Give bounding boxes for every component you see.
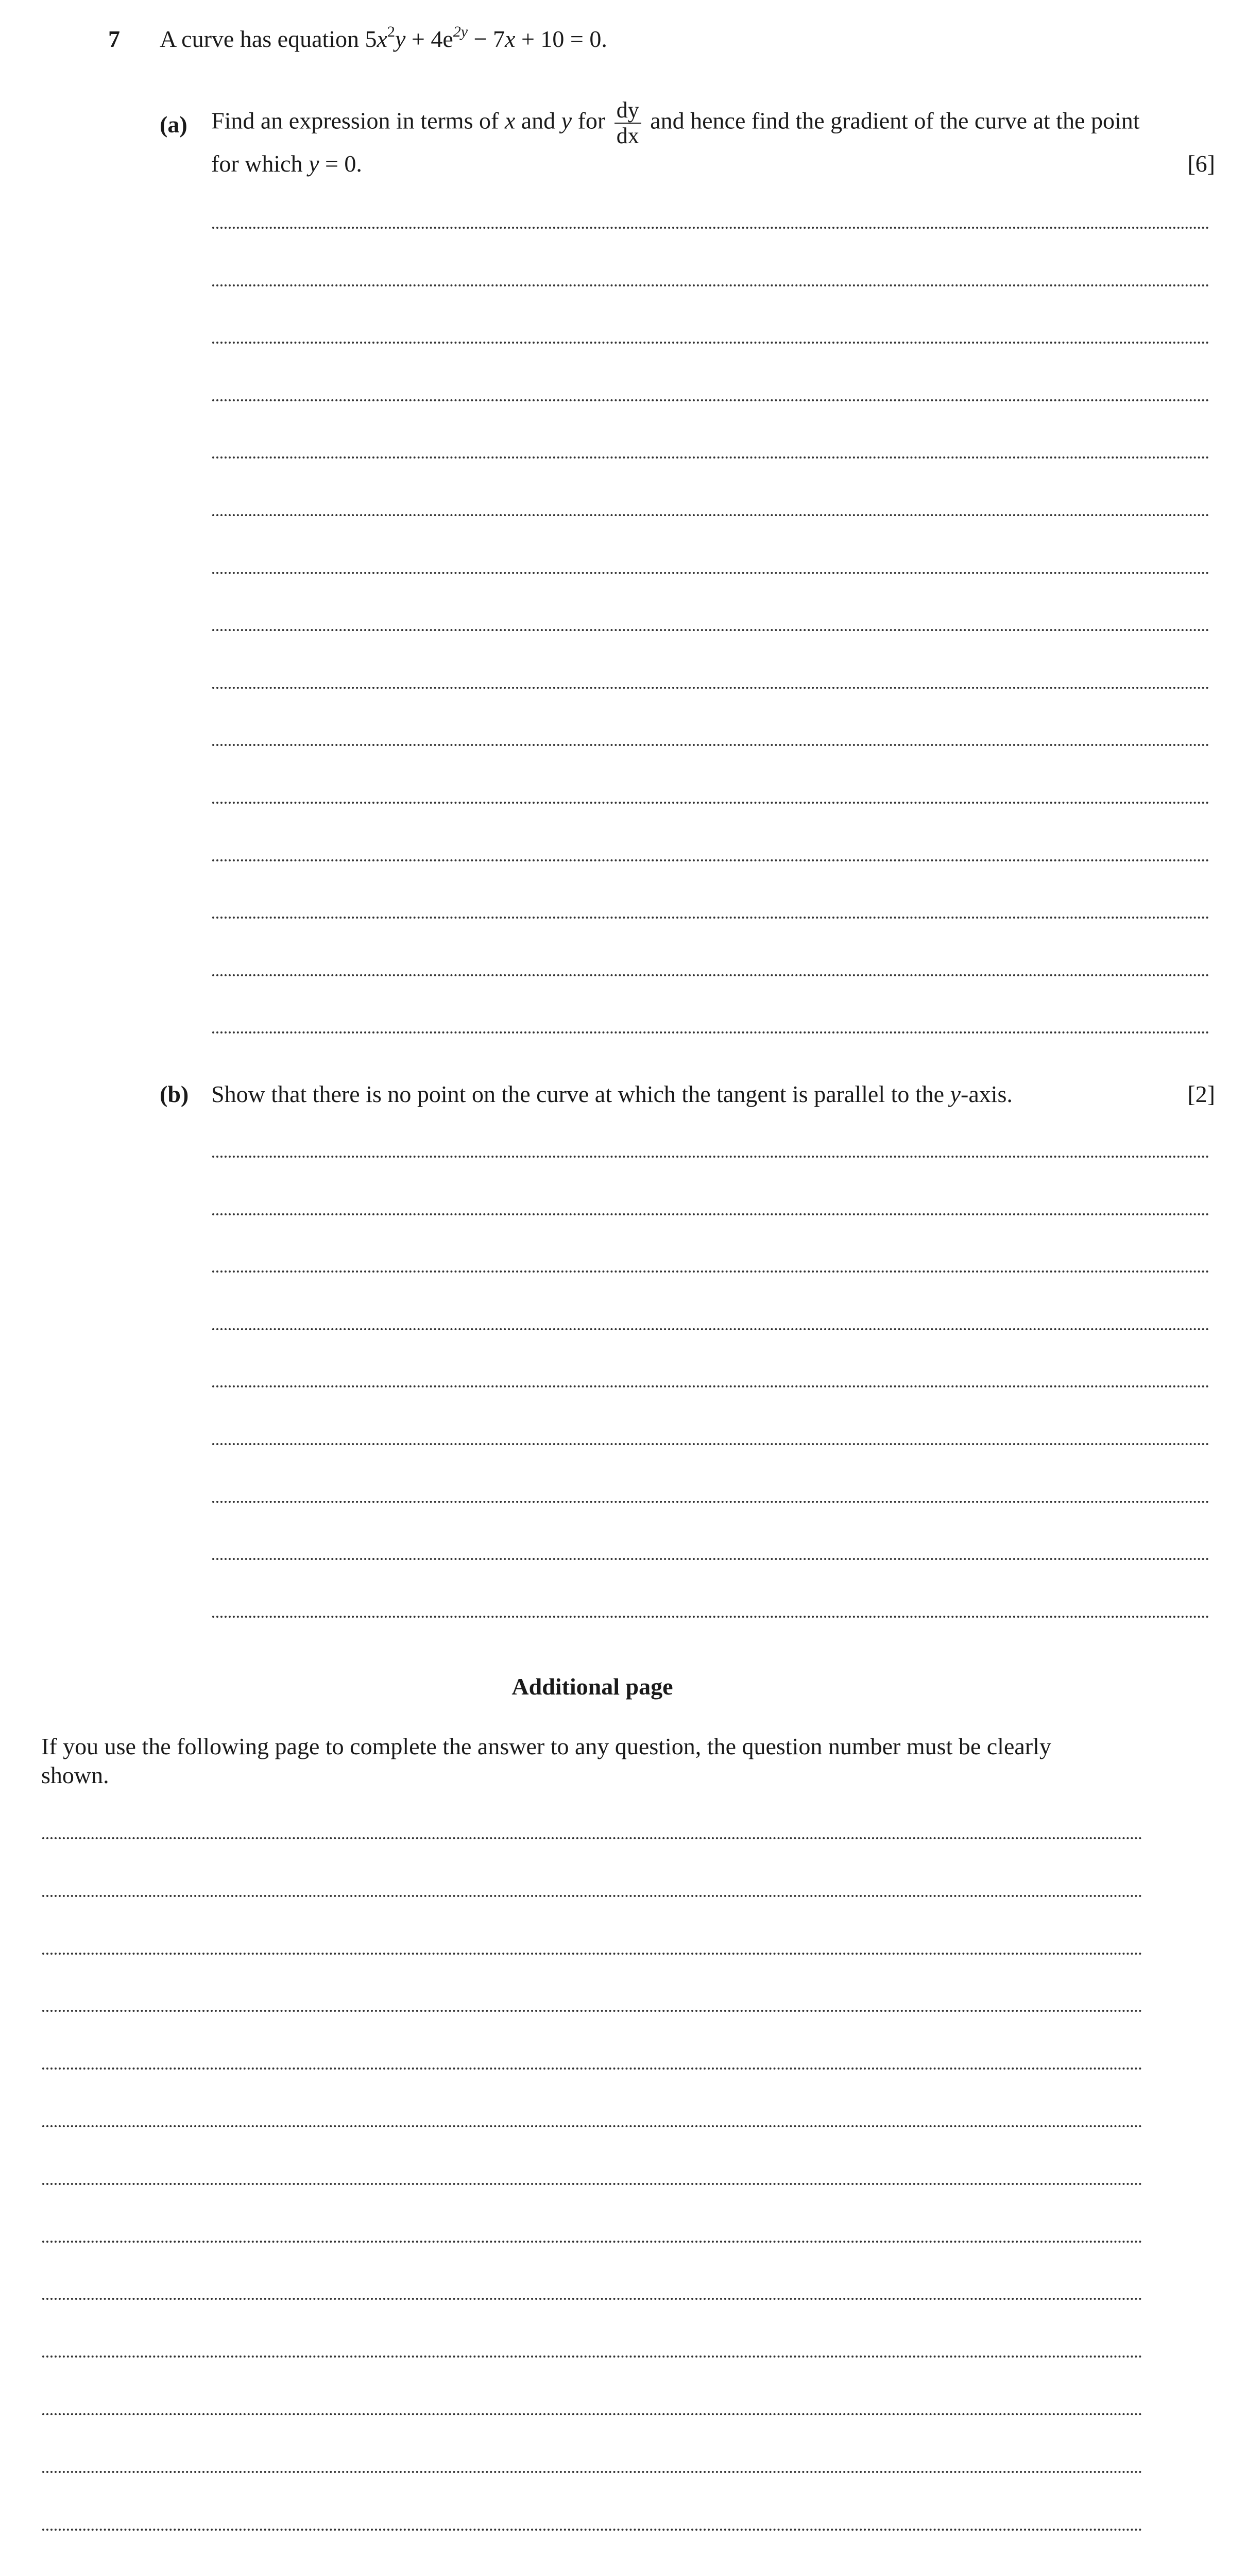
- answer-line[interactable]: [212, 1558, 1209, 1560]
- part-b-label: (b): [160, 1081, 189, 1107]
- answer-line[interactable]: [42, 2183, 1142, 2185]
- answer-line[interactable]: [212, 1616, 1209, 1618]
- answer-line[interactable]: [42, 1895, 1142, 1897]
- answer-line[interactable]: [212, 859, 1209, 861]
- answer-line[interactable]: [212, 456, 1209, 459]
- answer-line[interactable]: [212, 917, 1209, 919]
- answer-line[interactable]: [212, 1270, 1209, 1273]
- answer-line[interactable]: [212, 1213, 1209, 1215]
- answer-line[interactable]: [42, 2067, 1142, 2070]
- answer-line[interactable]: [212, 974, 1209, 976]
- answer-line[interactable]: [42, 2471, 1142, 2473]
- answer-line[interactable]: [212, 1156, 1209, 1158]
- answer-line[interactable]: [212, 629, 1209, 631]
- answer-line[interactable]: [212, 687, 1209, 689]
- part-a-label: (a): [160, 111, 187, 138]
- answer-line[interactable]: [212, 1501, 1209, 1503]
- answer-line[interactable]: [212, 514, 1209, 516]
- additional-instruction-line2: shown.: [41, 1762, 109, 1788]
- answer-line[interactable]: [42, 1953, 1142, 1955]
- answer-line[interactable]: [212, 1031, 1209, 1033]
- curve-equation: $5x^2y + 4e^{2y} - 7x + 10 = 0$.: [365, 23, 607, 52]
- answer-line[interactable]: [212, 572, 1209, 574]
- answer-line[interactable]: [212, 1328, 1209, 1330]
- part-a-marks: [6]: [1187, 150, 1215, 177]
- question-stem: [160, 25, 607, 54]
- additional-page-heading: Additional page: [511, 1673, 673, 1700]
- answer-line[interactable]: [42, 2241, 1142, 2243]
- answer-line[interactable]: [212, 227, 1209, 229]
- part-b-text: Show that there is no point on the curve at which the tangent is parallel to the y-axis.: [211, 1081, 1013, 1107]
- answer-line[interactable]: [212, 1443, 1209, 1445]
- answer-line[interactable]: [42, 2413, 1142, 2415]
- part-b-marks: [2]: [1187, 1081, 1215, 1107]
- answer-line[interactable]: [42, 2298, 1142, 2300]
- stem-text: A curve has equation: [160, 26, 360, 52]
- answer-line[interactable]: [212, 284, 1209, 286]
- answer-line[interactable]: [212, 1385, 1209, 1387]
- answer-line[interactable]: [212, 399, 1209, 401]
- answer-line[interactable]: [212, 802, 1209, 804]
- answer-line[interactable]: [212, 744, 1209, 746]
- additional-instruction-line1: If you use the following page to complete the answer to any question, the question number must be clearly: [41, 1733, 1051, 1759]
- part-a-line1: Find an expression in terms of x and y for $\frac{dy}{dx}$ and hence find the gradient of the curve at the point: [211, 97, 1140, 148]
- dy-dx-fraction: $\frac{dy}{dx}$: [615, 98, 641, 148]
- part-a-line2: for which y = 0.: [211, 150, 362, 177]
- answer-line[interactable]: [42, 1837, 1142, 1839]
- answer-line[interactable]: [212, 342, 1209, 344]
- answer-line[interactable]: [42, 2010, 1142, 2012]
- answer-line[interactable]: [42, 2355, 1142, 2358]
- answer-line[interactable]: [42, 2125, 1142, 2127]
- question-number: 7: [108, 26, 120, 52]
- answer-line[interactable]: [42, 2529, 1142, 2531]
